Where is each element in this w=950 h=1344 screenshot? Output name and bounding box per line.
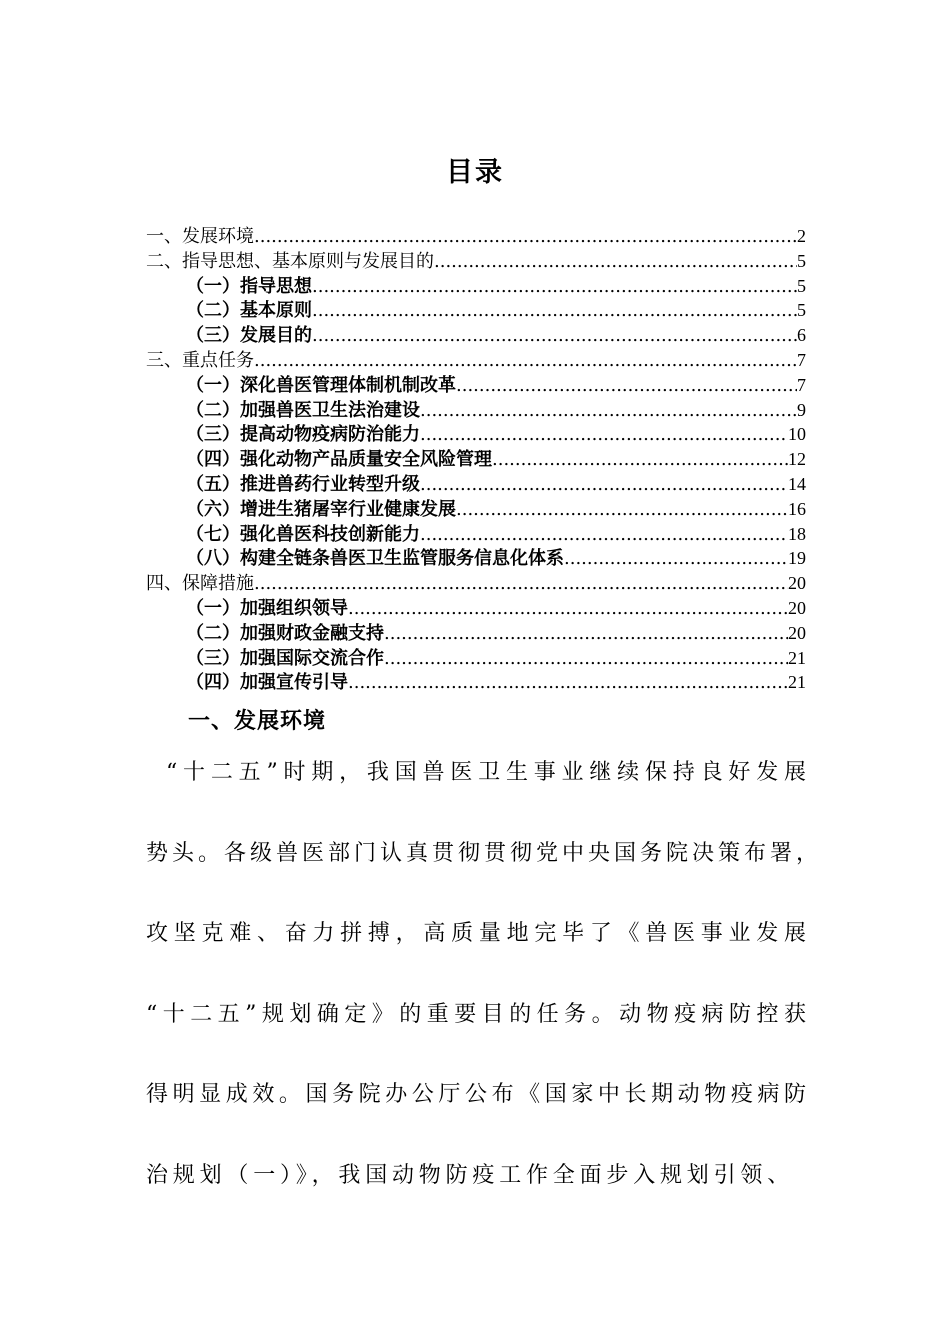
toc-entry[interactable] xyxy=(146,224,806,249)
toc-dot-leader xyxy=(456,498,788,523)
toc-dot-leader xyxy=(564,547,788,572)
toc-dot-leader xyxy=(456,374,797,399)
toc-entry[interactable] xyxy=(146,472,806,497)
toc-entry-label: （一）指导思想 xyxy=(186,275,312,297)
toc-entry[interactable] xyxy=(146,447,806,472)
toc-entry[interactable] xyxy=(146,373,806,398)
toc-page-number: 5 xyxy=(797,300,806,321)
toc-page-number: 9 xyxy=(797,399,806,420)
toc-entry[interactable] xyxy=(146,348,806,373)
toc-entry-label: （三）发展目的 xyxy=(186,325,312,347)
body-line: “十二五”规划确定》的重要目的任务。动物疫病防控获 xyxy=(146,1001,810,1027)
toc-entry-label: 二、指导思想、基本原则与发展目的 xyxy=(146,250,434,272)
toc-page-number: 20 xyxy=(788,622,806,643)
toc-entry[interactable] xyxy=(146,323,806,348)
toc-page-number: 20 xyxy=(788,597,806,618)
toc-page-number: 7 xyxy=(797,349,806,370)
toc-page-number: 5 xyxy=(797,250,806,271)
toc-entry[interactable] xyxy=(146,422,806,447)
toc-dot-leader xyxy=(420,523,788,548)
toc-entry-label: （五）推进兽药行业转型升级 xyxy=(186,473,420,495)
body-line: 势头。各级兽医部门认真贯彻贯彻党中央国务院决策布署， xyxy=(146,840,823,866)
toc-dot-leader xyxy=(254,349,797,374)
toc-dot-leader xyxy=(420,423,788,448)
toc-dot-leader xyxy=(312,299,797,324)
toc-entry-label: （四）加强宣传引导 xyxy=(186,672,348,694)
toc-dot-leader xyxy=(312,324,797,349)
toc-dot-leader xyxy=(384,622,788,647)
table-of-contents xyxy=(146,224,806,695)
toc-entry-label: （二）加强财政金融支持 xyxy=(186,622,384,644)
toc-entry[interactable] xyxy=(146,670,806,695)
toc-entry-label: （七）强化兽医科技创新能力 xyxy=(186,523,420,545)
toc-entry-label: （一）加强组织领导 xyxy=(186,597,348,619)
toc-entry[interactable] xyxy=(146,546,806,571)
toc-dot-leader xyxy=(254,572,788,597)
body-line: 治规划（一）》，我国动物防疫工作全面步入规划引领、 xyxy=(146,1162,795,1188)
toc-page-number: 21 xyxy=(788,672,806,693)
toc-entry[interactable] xyxy=(146,249,806,274)
toc-dot-leader xyxy=(492,448,788,473)
toc-entry-label: （一）深化兽医管理体制机制改革 xyxy=(186,374,456,396)
toc-entry[interactable] xyxy=(146,298,806,323)
toc-dot-leader xyxy=(348,671,788,696)
toc-page-number: 14 xyxy=(788,473,806,494)
body-line: “十二五”时期，我国兽医卫生事业继续保持良好发展 xyxy=(166,760,810,785)
toc-entry[interactable] xyxy=(146,398,806,423)
toc-page-number: 10 xyxy=(788,424,806,445)
toc-entry[interactable] xyxy=(146,522,806,547)
toc-dot-leader xyxy=(420,399,797,424)
toc-entry-label: （三）提高动物疫病防治能力 xyxy=(186,424,420,446)
toc-dot-leader xyxy=(312,275,797,300)
toc-page-number: 20 xyxy=(788,573,806,594)
toc-page-number: 16 xyxy=(788,498,806,519)
body-line: 攻坚克难、奋力拼搏，高质量地完毕了《兽医事业发展 xyxy=(146,921,810,946)
toc-dot-leader xyxy=(384,647,788,672)
toc-page-number: 12 xyxy=(788,449,806,470)
toc-entry[interactable] xyxy=(146,497,806,522)
toc-entry-label: （三）加强国际交流合作 xyxy=(186,647,384,669)
toc-dot-leader xyxy=(434,250,797,275)
toc-page-number: 5 xyxy=(797,275,806,296)
toc-entry-label: 一、发展环境 xyxy=(146,226,254,247)
toc-entry[interactable] xyxy=(146,621,806,646)
toc-dot-leader xyxy=(348,597,788,622)
toc-entry-label: （二）加强兽医卫生法治建设 xyxy=(186,399,420,421)
toc-entry-label: （六）增进生猪屠宰行业健康发展 xyxy=(186,498,456,520)
toc-page-number: 6 xyxy=(797,325,806,346)
toc-dot-leader xyxy=(254,225,797,250)
toc-page-number: 18 xyxy=(788,523,806,544)
toc-entry-label: （四）强化动物产品质量安全风险管理 xyxy=(186,449,492,471)
toc-dot-leader xyxy=(420,473,788,498)
toc-entry-label: 三、重点任务 xyxy=(146,349,254,371)
section-heading: 一、发展环境 xyxy=(188,708,327,734)
body-line: 得明显成效。国务院办公厅公布《国家中长期动物疫病防 xyxy=(146,1082,810,1107)
toc-title: 目录 xyxy=(446,157,504,189)
toc-entry[interactable] xyxy=(146,596,806,621)
toc-page-number: 2 xyxy=(797,226,806,246)
body-paragraph xyxy=(146,748,823,1231)
toc-page-number: 19 xyxy=(788,548,806,569)
toc-entry-label: 四、保障措施 xyxy=(146,573,254,595)
toc-page-number: 7 xyxy=(797,374,806,395)
toc-entry[interactable] xyxy=(146,571,806,596)
toc-entry-label: （八）构建全链条兽医卫生监管服务信息化体系 xyxy=(186,548,564,570)
toc-page-number: 21 xyxy=(788,647,806,668)
toc-entry-label: （二）基本原则 xyxy=(186,300,312,322)
toc-entry[interactable] xyxy=(146,646,806,671)
toc-entry[interactable] xyxy=(146,274,806,299)
